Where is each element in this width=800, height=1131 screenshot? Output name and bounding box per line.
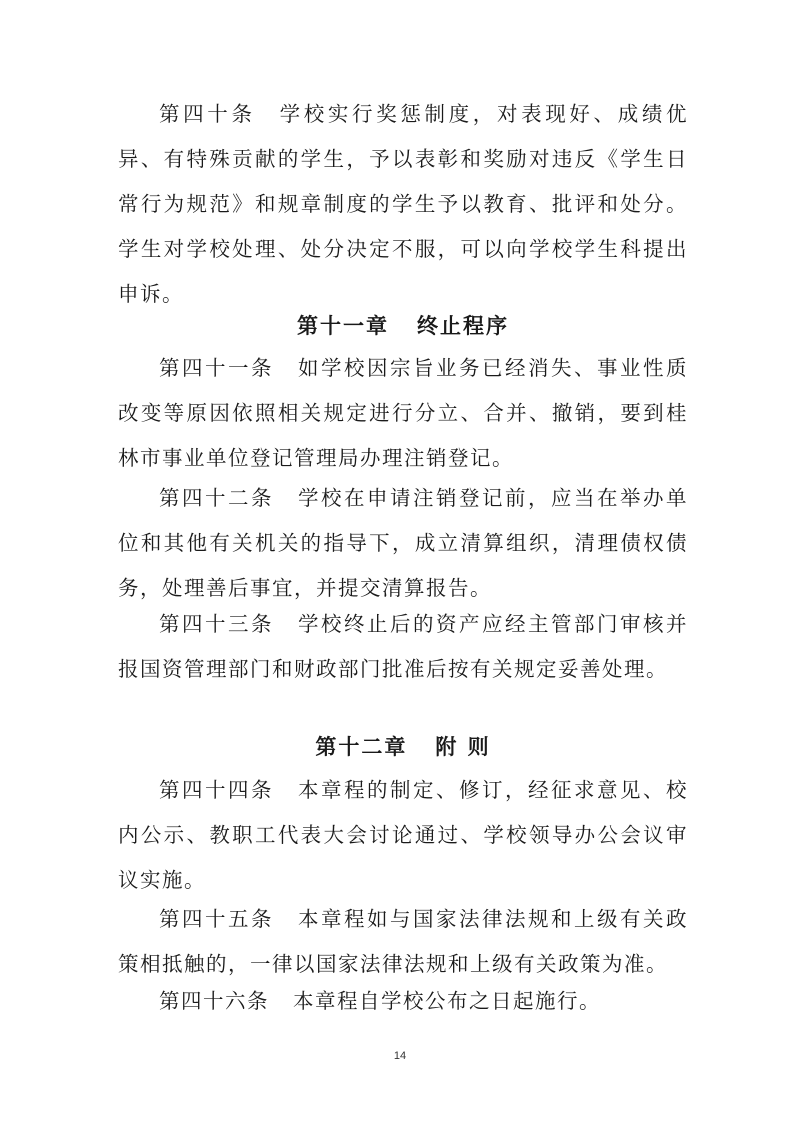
article-number: 第四十五条 (159, 907, 274, 931)
article-text: 本章程如与国家法律法规和上级有关政策相抵触的，一律以国家法律法规和上级有关政策为准。 (118, 907, 688, 976)
article-text: 学校终止后的资产应经主管部门审核并报国资管理部门和财政部门批准后按有关规定妥善处理。 (118, 612, 688, 681)
article-text: 学校实行奖惩制度，对表现好、成绩优异、有特殊贡献的学生，予以表彰和奖励对违反《学生日常行为规范》和规章制度的学生予以教育、批评和处分。学生对学校处理、处分决定不服，可以向学校学生科提出申诉。 (118, 102, 689, 306)
article-42 (118, 476, 688, 611)
chapter-title: 终止程序 (417, 314, 509, 338)
page-number: 14 (393, 1050, 407, 1062)
chapter-number: 第十一章 (297, 314, 389, 338)
article-number: 第四十三条 (159, 612, 274, 636)
article-number: 第四十一条 (159, 356, 274, 380)
chapter-12-heading (118, 732, 688, 762)
article-text: 如学校因宗旨业务已经消失、事业性质改变等原因依照相关规定进行分立、合并、撤销，要到桂林市事业单位登记管理局办理注销登记。 (118, 356, 688, 470)
article-number: 第四十四条 (159, 778, 274, 802)
chapter-11-heading (118, 311, 688, 341)
article-46 (118, 979, 688, 1024)
article-text: 本章程自学校公布之日起施行。 (293, 989, 601, 1013)
article-45 (118, 897, 688, 987)
chapter-number: 第十二章 (315, 735, 408, 759)
article-number: 第四十六条 (159, 989, 269, 1013)
article-41 (118, 346, 688, 481)
article-number: 第四十二条 (159, 486, 274, 510)
article-44 (118, 768, 688, 903)
article-40 (118, 92, 688, 317)
article-43 (118, 602, 688, 692)
chapter-title: 附 则 (435, 735, 491, 759)
article-text: 学校在申请注销登记前，应当在举办单位和其他有关机关的指导下，成立清算组织，清理债权债务，处理善后事宜，并提交清算报告。 (118, 486, 688, 600)
article-number: 第四十条 (159, 102, 256, 126)
article-text: 本章程的制定、修订，经征求意见、校内公示、教职工代表大会讨论通过、学校领导办公会议审议实施。 (118, 778, 688, 892)
